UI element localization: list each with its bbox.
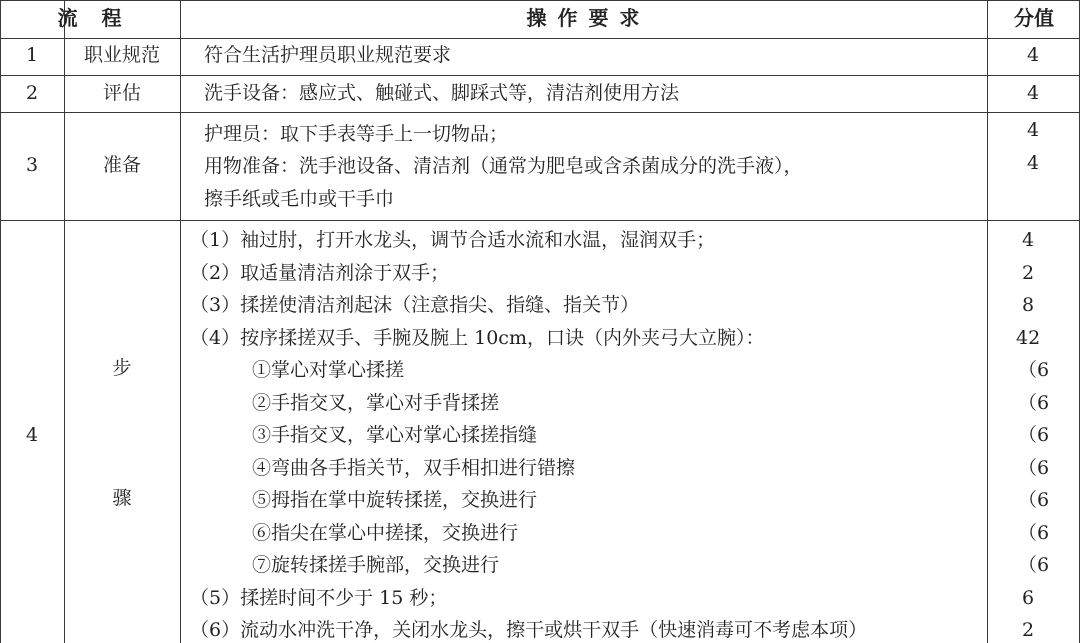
step-name-bottom: 骤 — [112, 487, 132, 509]
row-number: 4 — [25, 424, 39, 446]
score-value: 6 — [1022, 586, 1035, 609]
rule — [0, 75, 1080, 76]
score-value: 4 — [1026, 152, 1040, 174]
rule — [180, 0, 181, 643]
requirement-text: （2）取适量清洁剂涂于双手； — [190, 261, 450, 284]
score-value: （6 — [1018, 424, 1050, 446]
step-name: 准备 — [102, 154, 141, 176]
requirement-text: ④弯曲各手指关节，双手相扣进行错擦 — [252, 456, 576, 479]
rule — [0, 112, 1080, 113]
score-value: 4 — [1026, 82, 1040, 104]
rule — [0, 38, 1080, 39]
requirement-text: 用物准备：洗手池设备、清洁剂（通常为肥皂或含杀菌成分的洗手液）， — [204, 155, 803, 177]
score-value: （6 — [1018, 391, 1050, 414]
score-value: 4 — [1022, 229, 1035, 251]
score-value: （6 — [1018, 489, 1050, 511]
score-value: （6 — [1018, 554, 1050, 576]
rule — [0, 220, 1080, 221]
score-value: 2 — [1022, 619, 1035, 641]
requirement-text: （1）袖过肘，打开水龙头，调节合适水流和水温，湿润双手； — [190, 229, 716, 251]
requirement-text: 符合生活护理员职业规范要求 — [204, 44, 452, 66]
requirement-text: 护理员：取下手表等手上一切物品； — [204, 123, 509, 145]
row-number: 2 — [25, 82, 39, 104]
requirement-text: 擦手纸或毛巾或干手巾 — [204, 188, 395, 210]
score-value: 2 — [1022, 261, 1035, 284]
requirement-text: ①掌心对掌心揉搓 — [252, 359, 405, 381]
header-score: 分值 — [1014, 6, 1054, 30]
rule — [0, 0, 1080, 1]
score-value: （6 — [1018, 521, 1050, 544]
step-name: 评估 — [102, 82, 141, 104]
requirement-text: ⑤拇指在掌中旋转揉搓，交换进行 — [252, 489, 538, 511]
score-value: 8 — [1022, 294, 1035, 316]
score-value: 4 — [1026, 44, 1040, 66]
requirement-text: （6）流动水冲洗干净，关闭水龙头，擦干或烘干双手（快速消毒可不考虑本项） — [190, 619, 868, 641]
requirement-text: 洗手设备：感应式、触碰式、脚踩式等，清洁剂使用方法 — [204, 82, 680, 104]
score-value: 42 — [1016, 326, 1041, 349]
requirement-text: ⑦旋转揉搓手腕部，交换进行 — [252, 554, 500, 576]
requirement-text: ②手指交叉，掌心对手背揉搓 — [252, 391, 500, 414]
header-requirements: 操 作 要 求 — [526, 6, 642, 30]
score-value: 4 — [1026, 119, 1040, 141]
step-name-top: 步 — [112, 357, 132, 379]
requirement-text: （4）按序揉搓双手、手腕及腕上 10cm，口诀（内外夹弓大立腕）： — [190, 326, 765, 349]
row-number: 3 — [25, 154, 39, 176]
score-value: （6 — [1018, 359, 1050, 381]
row-number: 1 — [25, 44, 39, 66]
step-name: 职业规范 — [83, 44, 160, 66]
requirement-text: （3）揉搓使清洁剂起沫（注意指尖、指缝、指关节） — [190, 294, 640, 316]
score-value: （6 — [1018, 456, 1050, 479]
requirement-text: ③手指交叉，掌心对掌心揉搓指缝 — [252, 424, 538, 446]
header-flow: 流 程 — [57, 6, 124, 30]
requirement-text: ⑥指尖在掌心中搓揉，交换进行 — [252, 521, 519, 544]
requirement-text: （5）揉搓时间不少于 15 秒； — [190, 586, 448, 609]
